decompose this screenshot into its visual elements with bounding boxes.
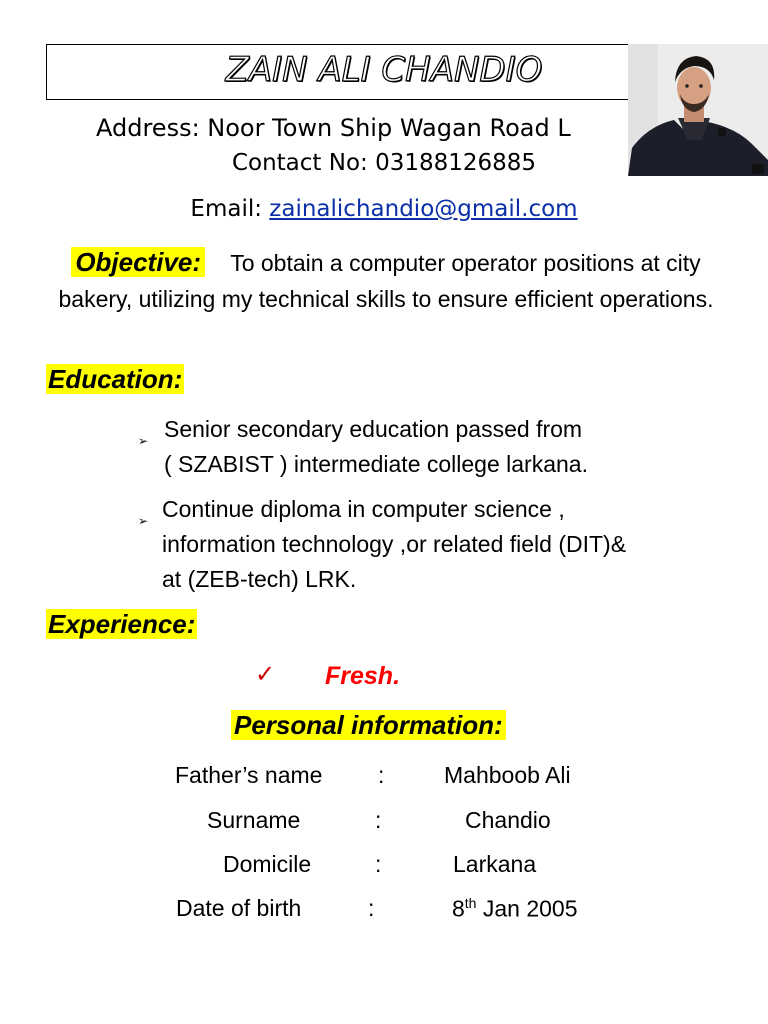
arrowhead-bullet-icon: ➢ <box>138 434 149 448</box>
personal-row-sep: : <box>378 762 385 788</box>
education-heading: Education: <box>48 364 183 394</box>
education-item <box>138 492 738 602</box>
personal-row-value: Chandio <box>465 807 551 833</box>
experience-value: Fresh. <box>325 662 401 690</box>
education-item-line: Senior secondary education passed from <box>164 416 583 442</box>
contact-line: Contact No: 03188126885 <box>231 150 537 176</box>
objective-text: To obtain a computer operator positions at city bakery, utilizing my technical skills to ensure efficient operations. <box>58 250 714 312</box>
arrowhead-bullet-icon: ➢ <box>138 514 149 528</box>
personal-row-sep: : <box>368 895 375 921</box>
personal-row-value <box>452 895 578 923</box>
education-item <box>138 412 738 492</box>
candidate-name: ZAIN ALI CHANDIO <box>225 50 543 90</box>
email-line <box>0 196 768 222</box>
objective-section <box>50 244 722 317</box>
personal-row-value: Larkana <box>453 851 537 877</box>
dob-day: 8 <box>452 895 465 922</box>
personal-row-key: Domicile <box>223 851 312 877</box>
personal-row-key: Surname <box>207 807 301 833</box>
education-item-line: Continue diploma in computer science , <box>162 496 565 522</box>
checkmark-icon: ✓ <box>255 660 276 688</box>
address-line: Address: Noor Town Ship Wagan Road L <box>96 114 571 142</box>
education-heading-wrap <box>46 364 184 395</box>
experience-heading: Experience: <box>48 609 196 639</box>
education-item-line: ( SZABIST ) intermediate college larkana. <box>164 451 588 477</box>
personal-heading-wrap <box>231 710 506 741</box>
education-item-line: at (ZEB-tech) LRK. <box>162 566 357 592</box>
email-label: Email: <box>190 196 270 222</box>
personal-row-sep: : <box>375 851 382 877</box>
personal-row-key: Date of birth <box>176 895 302 921</box>
dob-suffix: th <box>464 895 477 911</box>
experience-heading-wrap <box>46 609 197 640</box>
objective-heading: Objective: <box>71 247 205 277</box>
education-item-line: information technology ,or related field (DIT)& <box>162 531 627 557</box>
dob-rest: Jan 2005 <box>476 895 578 922</box>
personal-row-key: Father’s name <box>175 762 323 788</box>
personal-row-sep: : <box>375 807 382 833</box>
personal-info-heading: Personal information: <box>231 710 506 740</box>
email-link[interactable]: zainalichandio@gmail.com <box>269 196 578 222</box>
personal-row-value: Mahboob Ali <box>444 762 571 788</box>
